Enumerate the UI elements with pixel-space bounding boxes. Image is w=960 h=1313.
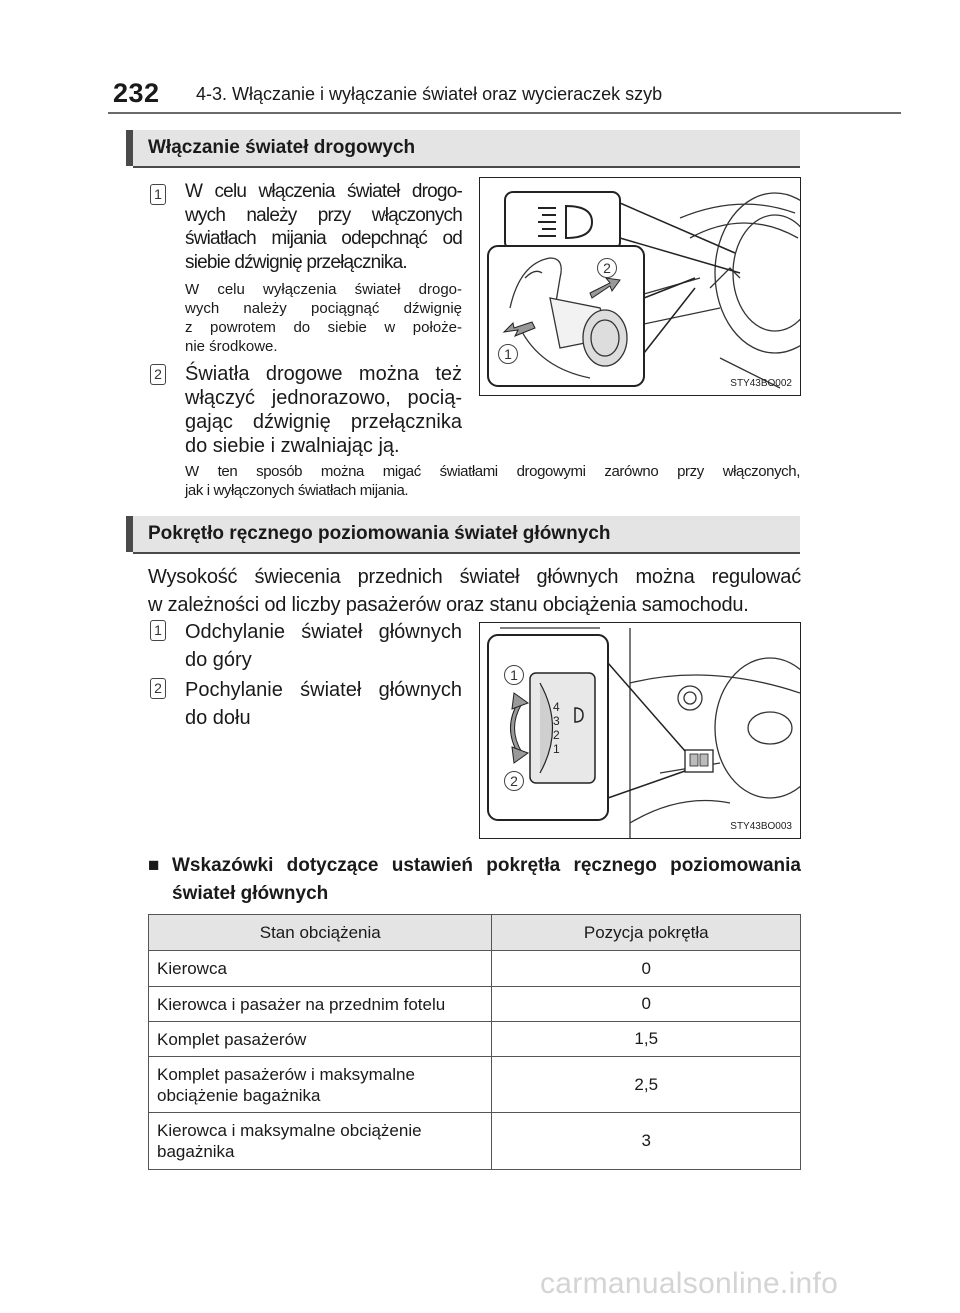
table-cell-value: 0 xyxy=(492,987,801,1022)
table-cell-state xyxy=(149,1022,492,1057)
section-heading-leveling xyxy=(126,516,800,552)
table-cell-value: 1,5 xyxy=(492,1022,801,1057)
table-cell-value: 2,5 xyxy=(492,1057,801,1113)
flash-note xyxy=(185,462,800,500)
text-line: Światła drogowe można też xyxy=(185,363,462,385)
step-1-note xyxy=(185,280,462,356)
table-header-row xyxy=(149,915,801,951)
text-line: obciążenie bagażnika xyxy=(157,1085,321,1105)
dial-scale xyxy=(553,700,560,756)
dial-mark: 1 xyxy=(553,742,560,756)
text-line: z powrotem do siebie w położe- xyxy=(185,319,462,336)
leveling-step-1 xyxy=(185,618,462,674)
figure-code: STY43BO002 xyxy=(730,378,792,389)
bullet-square: ■ xyxy=(148,855,160,876)
table-row xyxy=(149,1022,801,1057)
table-row xyxy=(149,951,801,987)
text-line: W celu wyłączenia świateł drogo- xyxy=(185,281,462,298)
table-cell-state xyxy=(149,951,492,987)
text-line: w zależności od liczby pasażerów oraz stanu obciążenia samochodu. xyxy=(148,594,749,616)
text-line: Wskazówki dotyczące ustawień pokrętła ręcznego poziomowania xyxy=(172,855,801,876)
watermark: carmanualsonline.info xyxy=(540,1267,839,1300)
text-line: Odchylanie świateł głównych xyxy=(185,621,462,643)
callout-2: 2 xyxy=(504,771,524,791)
step-1-text xyxy=(185,180,462,274)
table-cell-state xyxy=(149,1113,492,1170)
text-line: światłach mijania odepchnąć od xyxy=(185,228,462,249)
table-row xyxy=(149,1057,801,1113)
table-cell-state xyxy=(149,1057,492,1113)
text-line: do siebie i zwalniając ją. xyxy=(185,435,400,457)
lever-illustration xyxy=(480,178,801,396)
header-rule xyxy=(108,112,901,114)
section-title: Pokrętło ręcznego poziomowania świateł głównych xyxy=(148,523,611,544)
table-row xyxy=(149,987,801,1022)
table-row xyxy=(149,1113,801,1170)
text-line: Pochylanie świateł głównych xyxy=(185,679,462,701)
text-line: Kierowca xyxy=(157,959,227,978)
figure-high-beam-lever xyxy=(479,177,801,396)
text-line: wych należy przy włączonych xyxy=(185,204,462,226)
text-line: W celu włączenia świateł drogo- xyxy=(185,181,462,202)
load-table xyxy=(148,914,801,1170)
callout-2: 2 xyxy=(597,258,617,278)
step-number-badge: 1 xyxy=(150,184,166,205)
dial-mark: 3 xyxy=(553,714,560,728)
table-header-cell: Stan obciążenia xyxy=(149,915,492,951)
table-cell-value: 3 xyxy=(492,1113,801,1170)
text-line: siebie dźwignię przełącznika. xyxy=(185,251,407,273)
section-heading-high-beam xyxy=(126,130,800,166)
dial-illustration xyxy=(480,623,801,839)
text-line: Kierowca i maksymalne obciążenie xyxy=(157,1121,422,1140)
leveling-step-2 xyxy=(185,676,462,732)
dial-mark: 2 xyxy=(553,728,560,742)
text-line: W ten sposób można migać światłami drogowymi zarówno przy włączonych, xyxy=(185,463,800,480)
text-line: jak i wyłączonych światłach mijania. xyxy=(185,482,409,499)
dial-mark: 4 xyxy=(553,700,560,714)
text-line: Kierowca i pasażer na przednim fotelu xyxy=(157,994,446,1014)
text-line: świateł głównych xyxy=(172,883,329,904)
text-line: Komplet pasażerów i maksymalne xyxy=(157,1064,415,1084)
step-number-badge: 2 xyxy=(150,678,166,699)
table-header-cell: Pozycja pokrętła xyxy=(492,915,801,951)
callout-1: 1 xyxy=(504,665,524,685)
text-line: nie środkowe. xyxy=(185,338,278,355)
text-line: do dołu xyxy=(185,707,251,729)
text-line: wych należy pociągnąć dźwignię xyxy=(185,300,462,317)
step-number-badge: 2 xyxy=(150,364,166,385)
text-line: do góry xyxy=(185,649,252,671)
running-header: 4-3. Włączanie i wyłączanie świateł oraz wycieraczek szyb xyxy=(196,84,663,104)
callout-1: 1 xyxy=(498,344,518,364)
page-number: 232 xyxy=(113,78,160,108)
text-line: włączyć jednorazowo, pocią- xyxy=(185,387,462,409)
step-number-badge: 1 xyxy=(150,620,166,641)
table-cell-value: 0 xyxy=(492,951,801,987)
leveling-intro xyxy=(148,563,801,619)
text-line: Wysokość świecenia przednich świateł głównych można regulować xyxy=(148,566,801,588)
figure-leveling-dial xyxy=(479,622,801,839)
section-title: Włączanie świateł drogowych xyxy=(148,137,416,158)
table-cell-state xyxy=(149,987,492,1022)
text-line: bagażnika xyxy=(157,1142,235,1161)
figure-code: STY43BO003 xyxy=(730,821,792,832)
text-line: gając dźwignię przełącznika xyxy=(185,411,462,433)
step-2-text xyxy=(185,362,462,458)
text-line: Komplet pasażerów xyxy=(157,1029,307,1049)
